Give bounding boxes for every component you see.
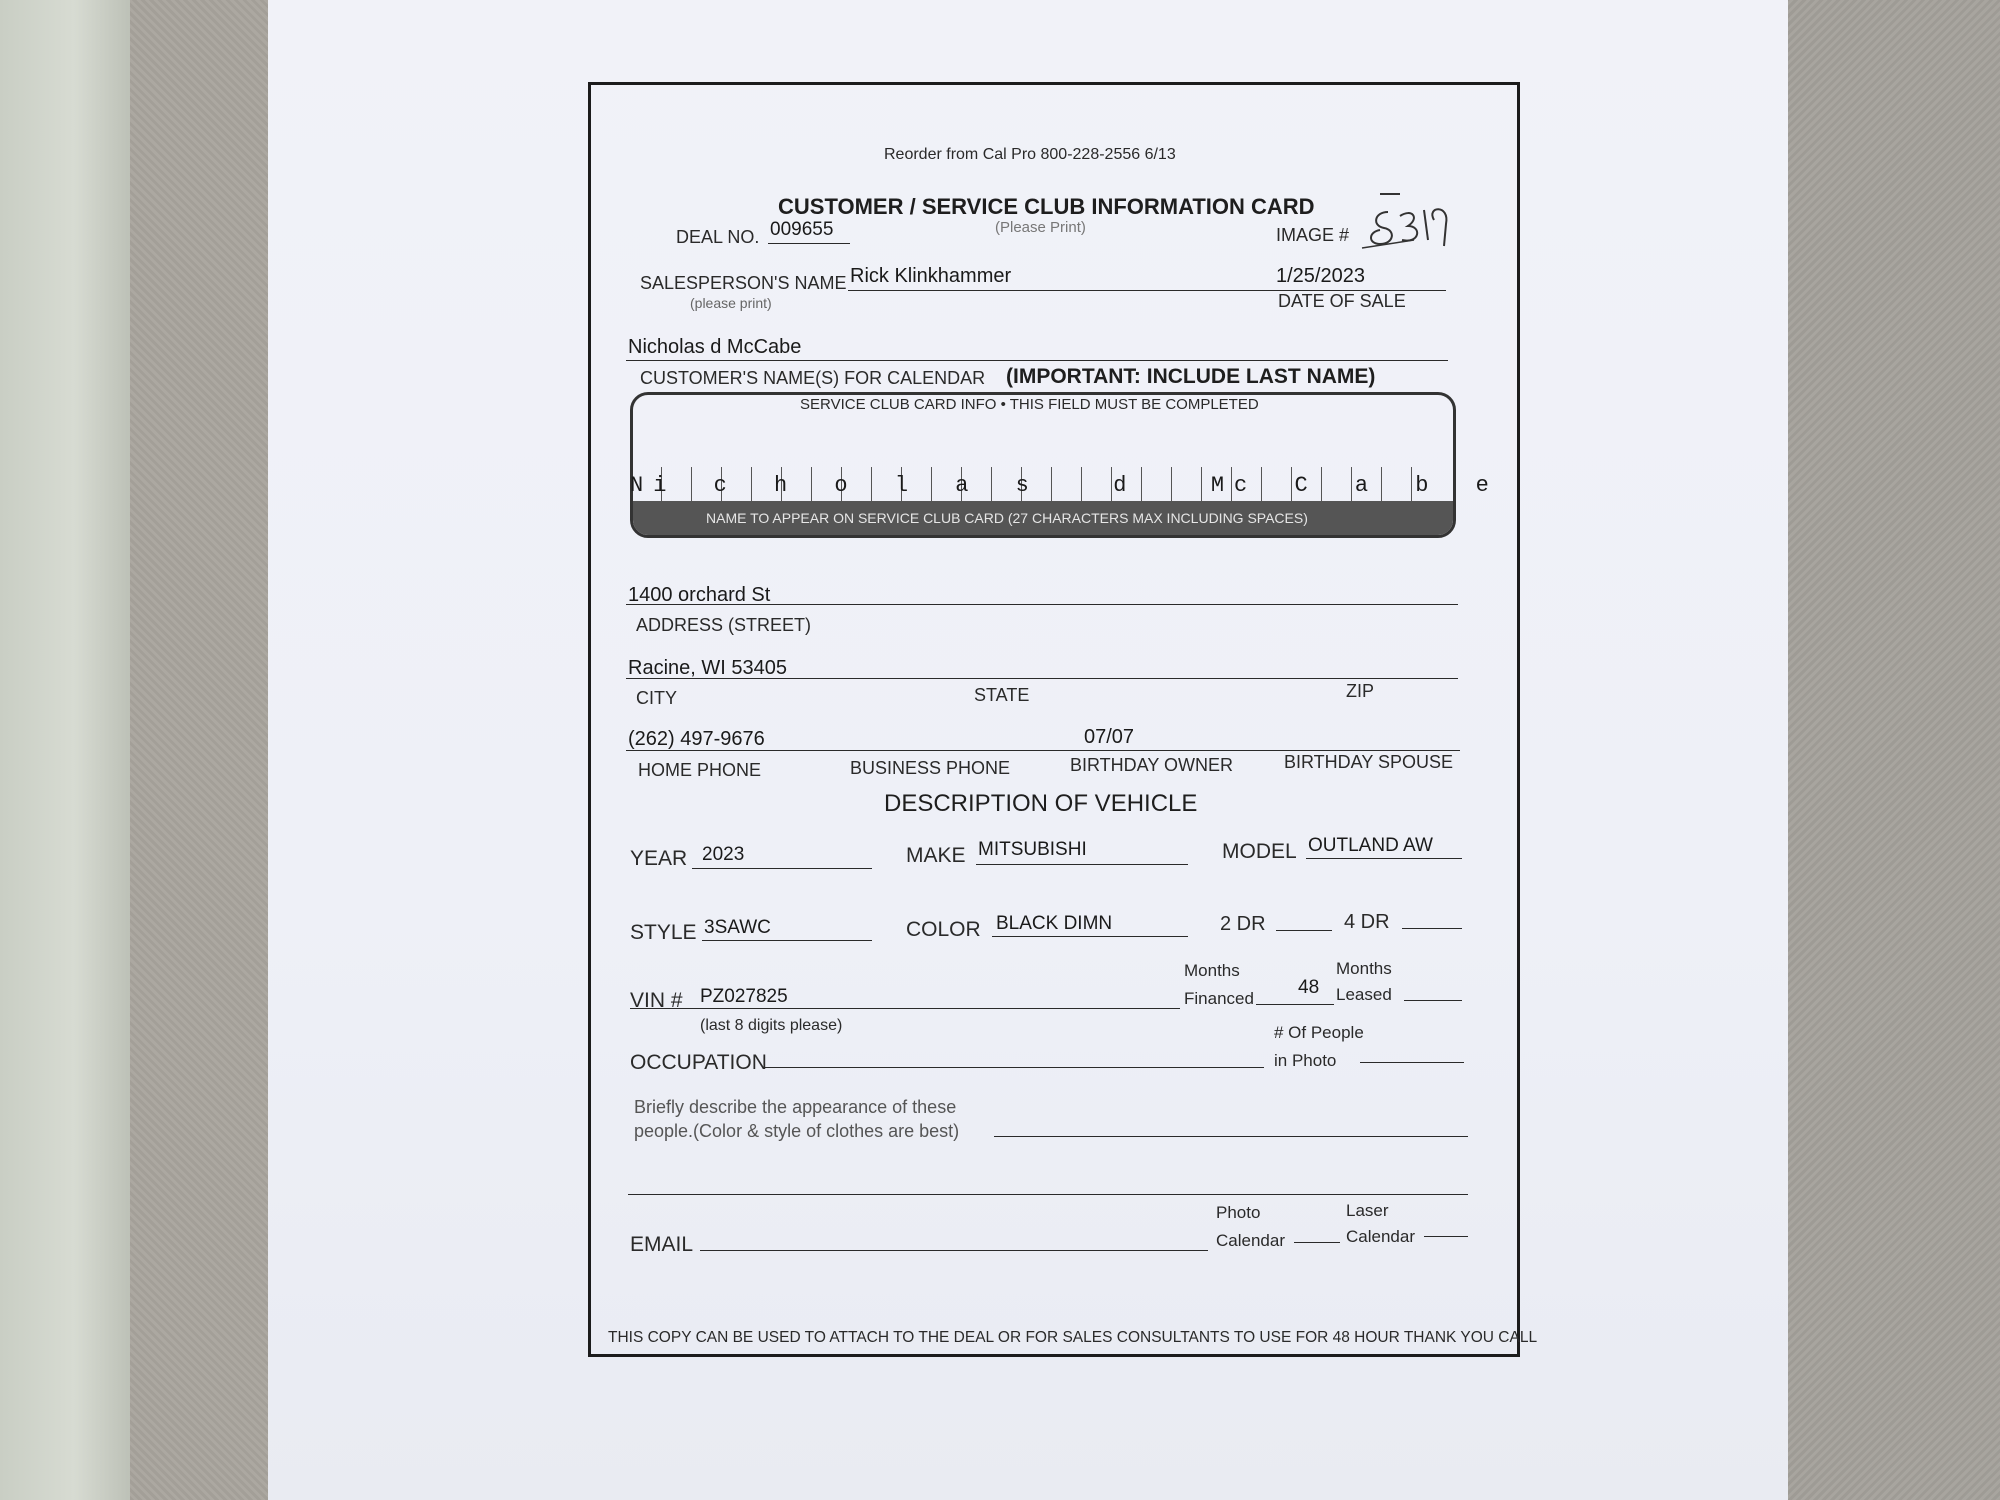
birthday-owner-label: BIRTHDAY OWNER	[1070, 755, 1234, 775]
background-felt	[130, 0, 280, 1500]
year-value[interactable]: 2023	[702, 844, 745, 865]
months-financed-label-1: Months	[1184, 961, 1240, 980]
home-phone-value[interactable]: (262) 497-9676	[628, 728, 765, 750]
laser-calendar-label-1: Laser	[1346, 1201, 1389, 1220]
card-title: CUSTOMER / SERVICE CLUB INFORMATION CARD	[778, 194, 1315, 219]
background-felt-right	[1760, 0, 2000, 1500]
reorder-note: Reorder from Cal Pro 800-228-2556 6/13	[884, 146, 1176, 163]
home-phone-label: HOME PHONE	[638, 760, 762, 780]
photo-calendar-label-2: Calendar	[1216, 1231, 1285, 1250]
service-club-name[interactable]: Ni c h o l a s d Mc C a b e	[630, 473, 1499, 498]
make-value[interactable]: MITSUBISHI	[978, 839, 1087, 860]
year-label: YEAR	[630, 847, 688, 870]
vin-label: VIN #	[630, 989, 683, 1012]
deal-no-value[interactable]: 009655	[770, 219, 834, 240]
business-phone-label: BUSINESS PHONE	[850, 758, 1011, 778]
color-value[interactable]: BLACK DIMN	[996, 913, 1113, 934]
city-state-zip-value[interactable]: Racine, WI 53405	[628, 657, 787, 679]
image-no-label: IMAGE #	[1276, 225, 1350, 245]
address-label: ADDRESS (STREET)	[636, 615, 812, 635]
people-in-photo-label-2: in Photo	[1274, 1051, 1337, 1070]
make-label: MAKE	[906, 844, 966, 867]
customer-name-important: (IMPORTANT: INCLUDE LAST NAME)	[1006, 365, 1376, 388]
months-financed-value[interactable]: 48	[1298, 977, 1320, 998]
state-label: STATE	[974, 685, 1030, 705]
describe-line-1: Briefly describe the appearance of these	[634, 1097, 957, 1117]
deal-no-label: DEAL NO.	[676, 227, 760, 247]
model-label: MODEL	[1222, 840, 1297, 863]
two-door-label: 2 DR	[1220, 913, 1266, 935]
vehicle-heading: DESCRIPTION OF VEHICLE	[884, 790, 1198, 817]
city-label: CITY	[636, 688, 678, 708]
vin-value[interactable]: PZ027825	[700, 986, 788, 1007]
style-value[interactable]: 3SAWC	[704, 917, 771, 938]
zip-label: ZIP	[1346, 681, 1375, 701]
four-door-label: 4 DR	[1344, 911, 1390, 933]
image-no-handwritten	[1360, 190, 1452, 255]
customer-name-label: CUSTOMER'S NAME(S) FOR CALENDAR	[640, 368, 986, 388]
salesperson-value[interactable]: Rick Klinkhammer	[850, 265, 1012, 287]
occupation-label: OCCUPATION	[630, 1051, 767, 1074]
people-in-photo-label-1: # Of People	[1274, 1023, 1364, 1042]
customer-name-value[interactable]: Nicholas d McCabe	[628, 336, 802, 358]
months-leased-label-1: Months	[1336, 959, 1392, 978]
style-label: STYLE	[630, 921, 697, 944]
date-of-sale-label: DATE OF SALE	[1278, 291, 1406, 311]
service-club-heading: SERVICE CLUB CARD INFO • THIS FIELD MUST BE COMPLETED	[800, 396, 1259, 413]
months-leased-label-2: Leased	[1336, 985, 1392, 1004]
email-label: EMAIL	[630, 1233, 694, 1256]
model-value[interactable]: OUTLAND AW	[1308, 835, 1433, 856]
card-footer-note: THIS COPY CAN BE USED TO ATTACH TO THE DEAL OR FOR SALES CONSULTANTS TO USE FOR 48 HOUR THANK YOU CALL	[608, 1329, 1538, 1346]
please-print-note: (Please Print)	[995, 219, 1086, 236]
photo-calendar-label-1: Photo	[1216, 1203, 1261, 1222]
service-club-footer: NAME TO APPEAR ON SERVICE CLUB CARD (27 CHARACTERS MAX INCLUDING SPACES)	[706, 510, 1308, 526]
months-financed-label-2: Financed	[1184, 989, 1254, 1008]
birthday-owner-value[interactable]: 07/07	[1084, 726, 1135, 748]
laser-calendar-label-2: Calendar	[1346, 1227, 1415, 1246]
salesperson-sublabel: (please print)	[690, 295, 772, 311]
address-value[interactable]: 1400 orchard St	[628, 584, 771, 606]
describe-line-2: people.(Color & style of clothes are best)	[634, 1121, 960, 1141]
salesperson-label: SALESPERSON'S NAME	[640, 273, 847, 293]
color-label: COLOR	[906, 918, 981, 941]
vin-note: (last 8 digits please)	[700, 1017, 843, 1034]
birthday-spouse-label: BIRTHDAY SPOUSE	[1284, 752, 1454, 772]
date-of-sale-value[interactable]: 1/25/2023	[1276, 265, 1365, 287]
